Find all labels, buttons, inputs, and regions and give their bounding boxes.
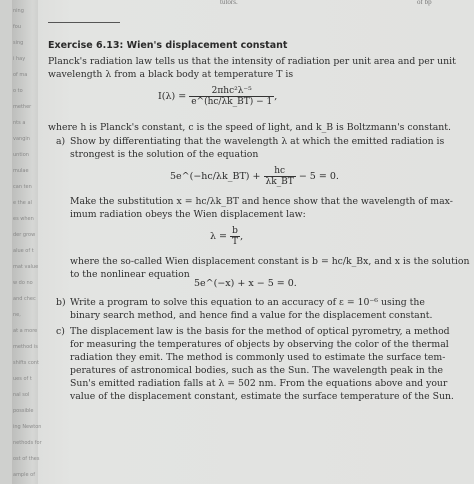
planck-numerator: 2πhc²λ⁻⁵ — [189, 86, 274, 97]
planck-lhs: I(λ) = — [158, 91, 187, 102]
planck-denominator: e^(hc/λk_BT) − 1 — [191, 97, 273, 107]
left-margin-fragment: mat value — [13, 264, 39, 270]
left-margin-fragment: ing Newton — [13, 424, 42, 430]
part-c-line-3: radiation they emit. The method is commonly used to estimate the surface tem- — [70, 352, 446, 363]
eq2-numerator: hc — [264, 166, 296, 177]
left-margin-fragment: es when — [13, 216, 34, 222]
wien-equation — [210, 226, 243, 247]
intro-line-1: Planck's radiation law tells us that the intensity of radiation per unit area and per unit — [48, 56, 456, 67]
part-a-label: a) — [56, 136, 66, 147]
left-margin-fragment: e the al — [13, 200, 32, 206]
left-margin-fragment: sing — [13, 40, 24, 46]
part-b-line-2: binary search method, and hence find a value for the displacement constant. — [70, 310, 433, 321]
left-facing-page-margin — [12, 0, 42, 484]
part-b-line-1: Write a program to solve this equation to an accuracy of ε = 10⁻⁶ using the — [70, 297, 425, 308]
part-c-label: c) — [56, 326, 65, 337]
eq2-left: 5e^(−hc/λk_BT) + — [170, 171, 261, 182]
equation-2 — [170, 166, 339, 187]
planck-equation — [158, 86, 277, 107]
left-margin-fragment: of ma — [13, 72, 28, 78]
left-margin-fragment: shifts cont — [13, 360, 39, 366]
section-rule — [48, 22, 120, 23]
part-c-line-1: The displacement law is the basis for the method of optical pyrometry, a method — [70, 326, 450, 337]
eq2-denominator: λk_BT — [265, 177, 294, 187]
left-margin-fragment: nal sol — [13, 392, 30, 398]
left-margin-fragment: der grow — [13, 232, 36, 238]
wien-fraction — [230, 226, 240, 247]
left-margin-fragment: and chec — [13, 296, 36, 302]
part-c-line-4: peratures of astronomical bodies, such as the Sun. The wavelength peak in the — [70, 365, 443, 376]
left-margin-fragment: method is — [13, 344, 38, 350]
planck-tail: , — [274, 91, 278, 102]
part-a-line-2: strongest is the solution of the equation — [70, 149, 259, 160]
left-margin-fragment: nts a — [13, 120, 26, 126]
planck-fraction — [189, 86, 274, 107]
left-margin-fragment: o to — [13, 88, 23, 94]
left-margin-fragment: ne, — [13, 312, 21, 318]
left-margin-fragment: ample of — [13, 472, 35, 478]
intro-line-2: wavelength λ from a black body at temperature T is — [48, 69, 294, 80]
part-c-line-6: value of the displacement constant, estimate the surface temperature of the Sun. — [70, 391, 454, 402]
left-margin-fragment: ost of thes — [13, 456, 40, 462]
left-margin-fragment: ues of t — [13, 376, 32, 382]
left-margin-fragment: i hay — [13, 56, 26, 62]
header-fragment: tutors. — [220, 0, 238, 6]
left-margin-fragment: mether — [13, 104, 32, 110]
wien-numerator: b — [230, 226, 240, 237]
substitution-line-2: imum radiation obeys the Wien displacement law: — [70, 209, 306, 220]
exercise-title: Exercise 6.13: Wien's displacement constant — [48, 40, 288, 51]
left-margin-fragment: w do no — [13, 280, 33, 286]
left-margin-fragment: vangin — [13, 136, 30, 142]
left-margin-fragment: ning — [13, 8, 24, 14]
eq2-fraction — [264, 166, 296, 187]
part-c-line-2: for measuring the temperatures of objects by observing the color of the thermal — [70, 339, 449, 350]
left-margin-fragment: possible — [13, 408, 34, 414]
left-margin-fragment: fou — [13, 24, 21, 30]
substitution-line-1: Make the substitution x = hc/λk_BT and hence show that the wavelength of max- — [70, 196, 453, 207]
left-margin-fragment: alue of t — [13, 248, 34, 254]
part-c-line-5: Sun's emitted radiation falls at λ = 502 nm. From the equations above and your — [70, 378, 448, 389]
left-margin-fragment: nethods for — [13, 440, 42, 446]
book-page — [12, 0, 474, 484]
left-margin-fragment: can ten — [13, 184, 32, 190]
left-margin-fragment: mulae — [13, 168, 29, 174]
wien-lhs: λ = — [210, 231, 228, 242]
where2-line-2: to the nonlinear equation — [70, 269, 190, 280]
left-margin-fragment: untion — [13, 152, 29, 158]
eq2-right: − 5 = 0. — [298, 171, 339, 182]
equation-3: 5e^(−x) + x − 5 = 0. — [194, 278, 297, 289]
wien-tail: , — [240, 231, 244, 242]
part-b-label: b) — [56, 297, 66, 308]
where-line: where h is Planck's constant, c is the speed of light, and k_B is Boltzmann's constant. — [48, 122, 451, 133]
left-margin-fragment: at a more — [13, 328, 38, 334]
wien-denominator: T — [232, 237, 239, 247]
part-a-line-1: Show by differentiating that the wavelength λ at which the emitted radiation is — [70, 136, 445, 147]
where2-line-1: where the so-called Wien displacement constant is b = hc/k_Bx, and x is the solution — [70, 256, 470, 267]
header-right-fragment: of bp — [417, 0, 432, 6]
